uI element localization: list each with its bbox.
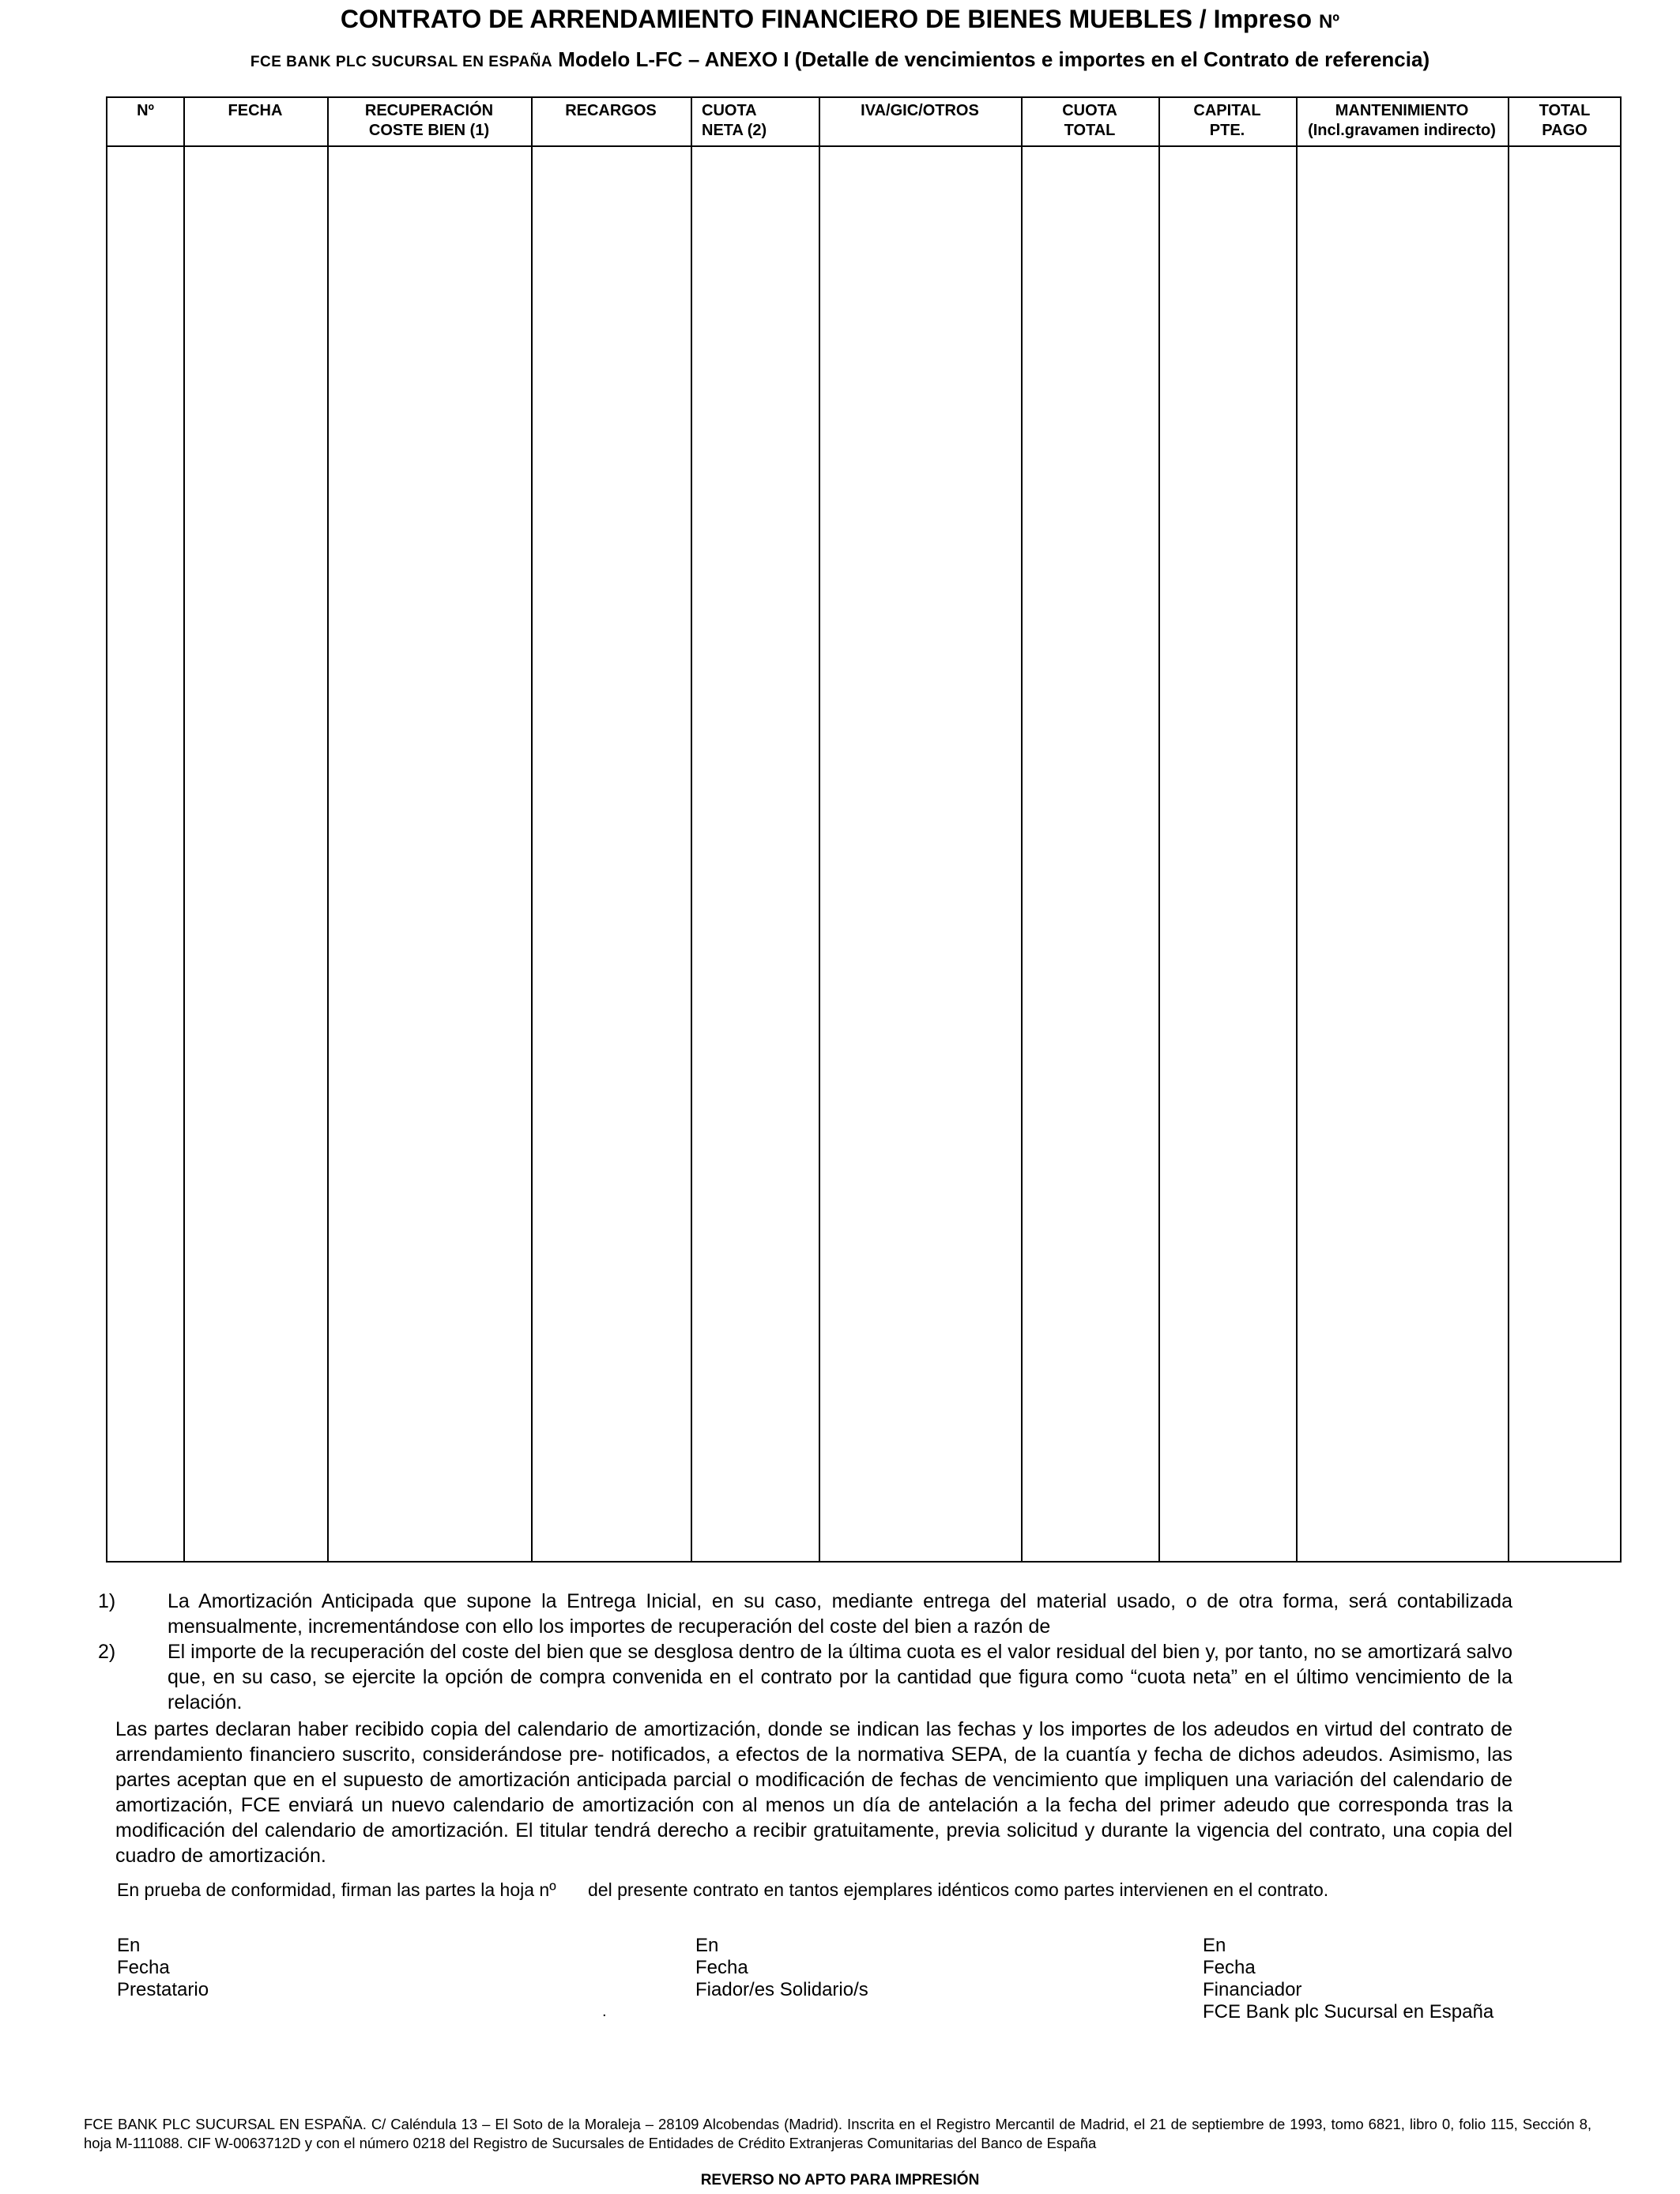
column-header-cuota-neta: CUOTA NETA (2) (702, 102, 767, 139)
title-number-label: Nº (1318, 11, 1340, 32)
footnote-number: 2) (98, 1641, 116, 1663)
column-divider (1158, 98, 1160, 1561)
column-header-capital: CAPITAL PTE. (1193, 102, 1261, 139)
column-header-fecha: FECHA (228, 102, 283, 119)
conformity-text-start: En prueba de conformidad, firman las partes la hoja nº (117, 1879, 556, 1900)
stray-dot: . (602, 2003, 607, 2020)
column-divider (1021, 98, 1023, 1561)
column-header-cuota-total: CUOTA TOTAL (1062, 102, 1117, 139)
column-header-recuperacion: RECUPERACIÓN COSTE BIEN (1) (364, 102, 494, 139)
title-text: CONTRATO DE ARRENDAMIENTO FINANCIERO DE BIENES MUEBLES / Impreso (340, 5, 1313, 33)
column-divider (691, 98, 692, 1561)
signature-prestatario (117, 1935, 209, 2001)
signature-financiador (1203, 1935, 1494, 2023)
signature-date-label: Fecha (695, 1957, 748, 1978)
column-divider (819, 98, 820, 1561)
footnote-1 (98, 1589, 1512, 1639)
reverso-notice: REVERSO NO APTO PARA IMPRESIÓN (700, 2172, 980, 2188)
conformity-text-end: del presente contrato en tantos ejemplares idénticos como partes intervienen en el contrato. (588, 1879, 1329, 1900)
signature-place-label: En (1203, 1935, 1226, 1956)
signature-date-label: Fecha (117, 1957, 170, 1978)
footnote-2 (98, 1639, 1512, 1715)
column-header-mantenimiento: MANTENIMIENTO (Incl.gravamen indirecto) (1308, 102, 1496, 139)
column-divider (1296, 98, 1298, 1561)
column-divider (1508, 98, 1509, 1561)
header-divider (107, 145, 1620, 147)
signature-entity: FCE Bank plc Sucursal en España (1203, 2001, 1494, 2022)
subtitle-model: Modelo L-FC – ANEXO I (Detalle de vencimientos e importes en el Contrato de referencia) (558, 47, 1430, 71)
signature-role: Financiador (1203, 1979, 1302, 2000)
footer-legal-text: FCE BANK PLC SUCURSAL EN ESPAÑA. C/ Caléndula 13 – El Soto de la Moraleja – 28109 Alcobendas (Madrid). Inscrita en el Registro Mercantil de Madrid, el 21 de septiembre de 1993, tomo 6821, libro 0, folio 115, Sección 8, hoja M-111088. CIF W-0063712D y con el número 0218 del Registro de Sucursales de Entidades de Crédito Extranjeras Comunitarias del Banco de España (84, 2116, 1591, 2151)
column-divider (531, 98, 533, 1561)
signature-date-label: Fecha (1203, 1957, 1256, 1978)
footnote-text: La Amortización Anticipada que supone la Entrega Inicial, en su caso, mediante entrega del material usado, o de otra forma, será contabilizada mensualmente, incrementándose con ello los importes de recuperación del coste del bien a razón de (168, 1590, 1512, 1638)
signature-place-label: En (695, 1935, 719, 1956)
footnote-number: 1) (98, 1590, 116, 1612)
signature-place-label: En (117, 1935, 141, 1956)
declaration-paragraph: Las partes declaran haber recibido copia del calendario de amortización, donde se indican las fechas y los importes de los adeudos en virtud del contrato de arrendamiento financiero suscrito, considerándose pre- notificados, a efectos de la normativa SEPA, de la cuantía y fecha de dichos adeudos. Asimismo, las partes aceptan que en el supuesto de amortización anticipada parcial o modificación de fechas de vencimiento que impliquen una variación del calendario de amortización, FCE enviará un nuevo calendario de amortización con al menos un día de antelación a la fecha del primer adeudo que corresponda tras la modificación del calendario de amortización. El titular tendrá derecho a recibir gratuitamente, previa solicitud y durante la vigencia del contrato, una copia del cuadro de amortización. (115, 1718, 1512, 1867)
column-header-total-pago: TOTAL PAGO (1539, 102, 1591, 139)
signature-fiador (695, 1935, 868, 2001)
schedule-table (106, 96, 1622, 1563)
column-header-numero: Nº (137, 102, 154, 119)
subtitle-bank-name: FCE BANK PLC SUCURSAL EN ESPAÑA (250, 54, 553, 70)
signature-role: Prestatario (117, 1979, 209, 2000)
document-title (0, 5, 1680, 34)
conformity-statement (117, 1879, 1524, 1901)
signature-role: Fiador/es Solidario/s (695, 1979, 868, 2000)
footnote-text: El importe de la recuperación del coste del bien que se desglosa dentro de la última cuota es el valor residual del bien y, por tanto, no se amortizará salvo que, en su caso, se ejercite la opción de compra convenida en el contrato por la cantidad que figura como “cuota neta” en el último vencimiento de la relación. (168, 1641, 1512, 1713)
column-header-iva: IVA/GIC/OTROS (861, 102, 979, 119)
column-header-recargos: RECARGOS (565, 102, 657, 119)
footnotes (98, 1589, 1512, 1715)
column-divider (327, 98, 329, 1561)
document-subtitle (0, 47, 1680, 72)
column-divider (183, 98, 185, 1561)
